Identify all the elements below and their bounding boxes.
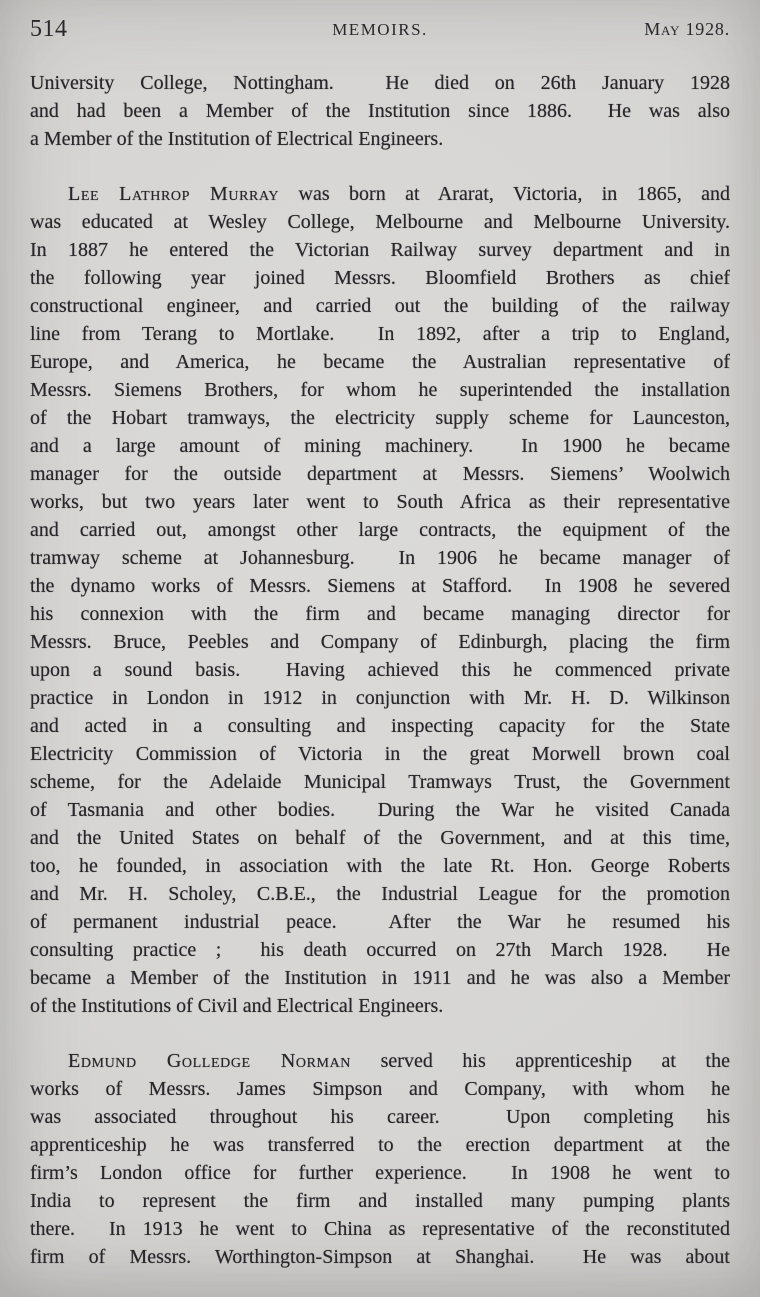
paragraph <box>30 180 730 1020</box>
text-line: was educated at Wesley College, Melbourne and Melbourne University. <box>30 211 730 233</box>
text-line: of the Institutions of Civil and Electrical Engineers. <box>30 995 444 1017</box>
text-line: and carried out, amongst other large contracts, the equipment of the <box>30 519 730 541</box>
text-line: of Tasmania and other bodies. During the War he visited Canada <box>30 799 730 821</box>
text-line: was associated throughout his career. Upon completing his <box>30 1106 730 1128</box>
text-line: firm’s London office for further experience. In 1908 he went to <box>30 1162 730 1184</box>
text-line: became a Member of the Institution in 1911 and he was also a Member <box>30 967 730 989</box>
text-line: Lee Lathrop Murray was born at Ararat, Victoria, in 1865, and <box>68 183 730 205</box>
paragraph <box>30 69 730 153</box>
text-line: Messrs. Siemens Brothers, for whom he superintended the installation <box>30 379 730 401</box>
text-line: Edmund Golledge Norman served his apprenticeship at the <box>68 1050 730 1072</box>
text-line: University College, Nottingham. He died on 26th January 1928 <box>30 72 730 94</box>
text-line: his connexion with the firm and became managing director for <box>30 603 730 625</box>
text-line: and the United States on behalf of the Government, and at this time, <box>30 827 730 849</box>
text-line: Europe, and America, he became the Australian representative of <box>30 351 730 373</box>
text-line: and Mr. H. Scholey, C.B.E., the Industrial League for the promotion <box>30 883 730 905</box>
page-header <box>30 16 730 46</box>
text-line: consulting practice ; his death occurred on 27th March 1928. He <box>30 939 730 961</box>
memoir-subject-name: Edmund Golledge Norman <box>68 1050 352 1072</box>
memoir-text <box>30 69 730 1271</box>
text-line: Electricity Commission of Victoria in the great Morwell brown coal <box>30 743 730 765</box>
text-line: Messrs. Bruce, Peebles and Company of Edinburgh, placing the firm <box>30 631 730 653</box>
text-line: India to represent the firm and installed many pumping plants <box>30 1190 730 1212</box>
issue-date: May 1928. <box>644 19 730 39</box>
text-line: practice in London in 1912 in conjunction with Mr. H. D. Wilkinson <box>30 687 730 709</box>
text-line: of the Hobart tramways, the electricity supply scheme for Launceston, <box>30 407 730 429</box>
text-line: works, but two years later went to South Africa as their representative <box>30 491 730 513</box>
text-line: and had been a Member of the Institution since 1886. He was also <box>30 100 730 122</box>
text-line: too, he founded, in association with the late Rt. Hon. George Roberts <box>30 855 730 877</box>
text-line: the dynamo works of Messrs. Siemens at Stafford. In 1908 he severed <box>30 575 730 597</box>
text-line: and acted in a consulting and inspecting capacity for the State <box>30 715 730 737</box>
text-line: line from Terang to Mortlake. In 1892, after a trip to England, <box>30 323 730 345</box>
text-line: and a large amount of mining machinery. In 1900 he became <box>30 435 730 457</box>
text-line: there. In 1913 he went to China as representative of the reconstituted <box>30 1218 730 1240</box>
text-line: a Member of the Institution of Electrical Engineers. <box>30 128 444 150</box>
text-line: scheme, for the Adelaide Municipal Tramways Trust, the Government <box>30 771 730 793</box>
text-line: upon a sound basis. Having achieved this he commenced private <box>30 659 730 681</box>
memoir-subject-name: Lee Lathrop Murray <box>68 183 280 205</box>
text-line: tramway scheme at Johannesburg. In 1906 he became manager of <box>30 547 730 569</box>
text-line: manager for the outside department at Messrs. Siemens’ Woolwich <box>30 463 730 485</box>
text-line: In 1887 he entered the Victorian Railway survey department and in <box>30 239 730 261</box>
text-line: constructional engineer, and carried out the building of the railway <box>30 295 730 317</box>
paragraph <box>30 1047 730 1271</box>
text-line: the following year joined Messrs. Bloomfield Brothers as chief <box>30 267 730 289</box>
running-title: MEMOIRS. <box>332 20 428 39</box>
page-number: 514 <box>30 16 68 42</box>
text-line: works of Messrs. James Simpson and Company, with whom he <box>30 1078 730 1100</box>
text-line: of permanent industrial peace. After the War he resumed his <box>30 911 730 933</box>
text-line: firm of Messrs. Worthington-Simpson at Shanghai. He was about <box>30 1246 730 1268</box>
text-line: apprenticeship he was transferred to the erection department at the <box>30 1134 730 1156</box>
